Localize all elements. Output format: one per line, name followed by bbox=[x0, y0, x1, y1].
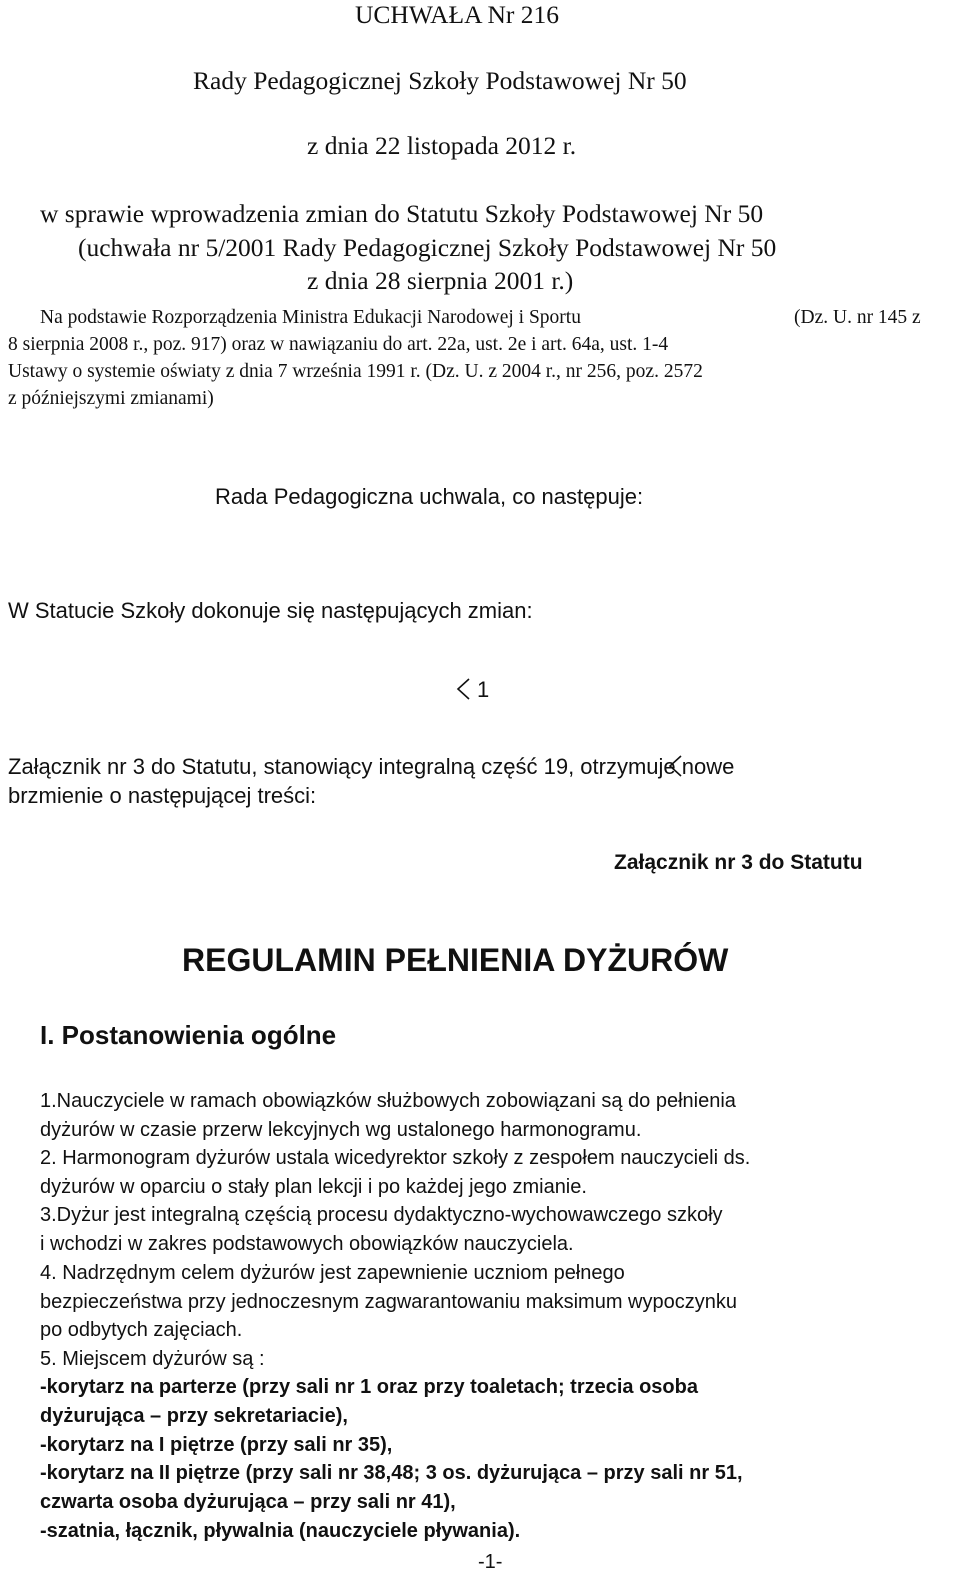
legal-basis-line-3: Ustawy o systemie oświaty z dnia 7 września 1991 r. (Dz. U. z 2004 r., nr 256, poz. 2572 bbox=[8, 361, 703, 382]
place-1-line-a: -korytarz na parterze (przy sali nr 1 oraz przy toaletach; trzecia osoba bbox=[40, 1376, 698, 1398]
place-3-line-b: czwarta osoba dyżurująca – przy sali nr 41), bbox=[40, 1491, 456, 1513]
item-4-line-b: bezpieczeństwa przy jednoczesnym zagwarantowaniu maksimum wypoczynku bbox=[40, 1291, 737, 1313]
item-2-line-b: dyżurów w oparciu o stały plan lekcji i po każdej jego zmianie. bbox=[40, 1176, 587, 1198]
amendment-line-1: Załącznik nr 3 do Statutu, stanowiący integralną część 19, otrzymuje nowe bbox=[8, 754, 735, 779]
resolution-subject-2: (uchwała nr 5/2001 Rady Pedagogicznej Szkoły Podstawowej Nr 50 bbox=[78, 233, 777, 262]
resolution-number: UCHWAŁA Nr 216 bbox=[355, 0, 559, 29]
paragraph-number: 1 bbox=[477, 677, 490, 702]
place-4: -szatnia, łącznik, pływalnia (nauczyciele pływania). bbox=[40, 1520, 521, 1542]
section-title: I. Postanowienia ogólne bbox=[40, 1020, 337, 1050]
legal-basis-line-2: 8 sierpnia 2008 r., poz. 917) oraz w nawiązaniu do art. 22a, ust. 2e i art. 64a, ust. 1-4 bbox=[8, 334, 669, 355]
resolution-subject-3: z dnia 28 sierpnia 2001 r.) bbox=[307, 266, 574, 295]
place-3-line-a: -korytarz na II piętrze (przy sali nr 38,48; 3 os. dyżurująca – przy sali nr 51, bbox=[40, 1462, 743, 1484]
item-1-line-b: dyżurów w czasie przerw lekcyjnych wg ustalonego harmonogramu. bbox=[40, 1119, 642, 1141]
section-sign-icon bbox=[456, 678, 470, 700]
legal-basis-line-1a: Na podstawie Rozporządzenia Ministra Edukacji Narodowej i Sportu bbox=[40, 307, 581, 328]
resolution-statement: Rada Pedagogiczna uchwala, co następuje: bbox=[215, 484, 644, 509]
place-2: -korytarz na I piętrze (przy sali nr 35), bbox=[40, 1434, 393, 1456]
section-sign-inline-icon bbox=[668, 755, 682, 777]
item-3-line-a: 3.Dyżur jest integralną częścią procesu dydaktyczno-wychowawczego szkoły bbox=[40, 1204, 723, 1226]
resolution-date: z dnia 22 listopada 2012 r. bbox=[307, 131, 577, 160]
item-2-line-a: 2. Harmonogram dyżurów ustala wicedyrektor szkoły z zespołem nauczycieli ds. bbox=[40, 1147, 751, 1169]
item-4-line-a: 4. Nadrzędnym celem dyżurów jest zapewnienie uczniom pełnego bbox=[40, 1262, 625, 1284]
statute-intro: W Statucie Szkoły dokonuje się następujących zmian: bbox=[8, 598, 533, 623]
annex-label: Załącznik nr 3 do Statutu bbox=[614, 851, 863, 874]
legal-basis-line-4: z późniejszymi zmianami) bbox=[8, 388, 214, 409]
amendment-line-2: brzmienie o następującej treści: bbox=[8, 783, 317, 808]
resolution-issuer: Rady Pedagogicznej Szkoły Podstawowej Nr 50 bbox=[193, 66, 687, 95]
item-5: 5. Miejscem dyżurów są : bbox=[40, 1348, 265, 1370]
resolution-subject-1: w sprawie wprowadzenia zmian do Statutu Szkoły Podstawowej Nr 50 bbox=[40, 199, 764, 228]
item-4-line-c: po odbytych zajęciach. bbox=[40, 1319, 243, 1341]
legal-basis-line-1b: (Dz. U. nr 145 z bbox=[794, 307, 921, 328]
regulation-title: REGULAMIN PEŁNIENIA DYŻURÓW bbox=[182, 942, 729, 978]
item-1-line-a: 1.Nauczyciele w ramach obowiązków służbowych zobowiązani są do pełnienia bbox=[40, 1090, 736, 1112]
page-number: -1- bbox=[478, 1551, 503, 1573]
place-1-line-b: dyżurująca – przy sekretariacie), bbox=[40, 1405, 348, 1427]
item-3-line-b: i wchodzi w zakres podstawowych obowiązków nauczyciela. bbox=[40, 1233, 574, 1255]
